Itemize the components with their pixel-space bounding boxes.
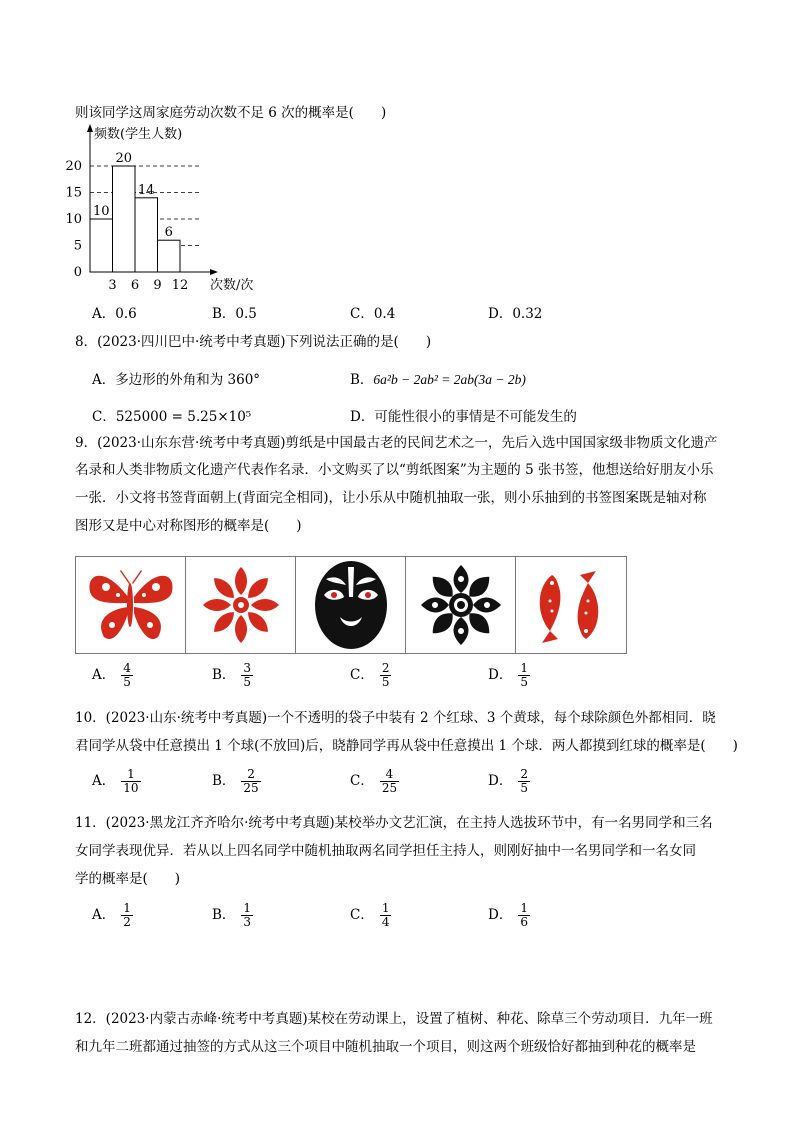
q10-line-2: 君同学从袋中任意摸出 1 个球(不放回)后，晓静同学再从袋中任意摸出 1 个球．两人都摸到红球的概率是( )	[75, 738, 738, 754]
x-tick-label: 6	[130, 278, 140, 293]
q10-option-d[interactable]: D． $\frac{2}{5}$	[488, 767, 528, 795]
histogram-bar	[158, 240, 181, 272]
q9-line-2: 名录和人类非物质文化遗产代表作名录．小文购买了以“剪纸图案”为主题的 5 张书签，他想送给好朋友小乐	[75, 462, 714, 478]
q9-option-d[interactable]: D． $\frac{1}{5}$	[488, 661, 528, 689]
opera-mask-papercut-image	[295, 556, 407, 654]
q9-option-b[interactable]: B． $\frac{3}{5}$	[212, 661, 252, 689]
q7-option-c[interactable]: C．0.4	[350, 306, 396, 322]
butterfly-papercut-image	[75, 556, 187, 654]
q11-line-1: 11．(2023·黑龙江齐齐哈尔·统考中考真题)某校举办文艺汇演，在主持人选拔环节中，有一名男同学和三名	[75, 815, 713, 831]
data-label: 20	[115, 151, 133, 166]
flower-papercut-image	[185, 556, 297, 654]
q7-option-d[interactable]: D．0.32	[488, 306, 543, 322]
q12-line-2: 和九年二班都通过抽签的方式从这三个项目中随机抽取一个项目，则这两个班级恰好都抽到种花的概率是	[75, 1039, 696, 1055]
y-tick-label: 5	[73, 238, 82, 254]
q11-option-b[interactable]: B． $\frac{1}{3}$	[212, 901, 252, 929]
q11-line-3: 学的概率是( )	[75, 871, 181, 887]
q10-option-c[interactable]: C． $\frac{4}{25}$	[350, 767, 398, 795]
q9-option-c[interactable]: C． $\frac{2}{5}$	[350, 661, 390, 689]
x-axis-label: 次数/次	[210, 278, 254, 293]
histogram-chart	[65, 122, 270, 294]
q7-stem: 则该同学这周家庭劳动次数不足 6 次的概率是( )	[75, 105, 387, 121]
histogram-bar	[113, 166, 136, 272]
q9-line-1: 9．(2023·山东东营·统考中考真题)剪纸是中国最古老的民间艺术之一，先后入选中国国家级非物质文化遗产	[75, 435, 718, 451]
fish-papercut-image	[515, 556, 627, 654]
y-tick-label: 15	[65, 185, 82, 201]
data-label: 10	[92, 204, 110, 219]
q9-line-3: 一张．小文将书签背面朝上(背面完全相同)，让小乐从中随机抽取一张，则小乐抽到的书签图案既是轴对称	[75, 490, 707, 506]
q11-option-a[interactable]: A． $\frac{1}{2}$	[92, 901, 131, 929]
q7-option-b[interactable]: B．0.5	[212, 306, 257, 322]
y-axis-arrow-icon	[87, 124, 93, 132]
origin-label: 0	[73, 265, 82, 280]
q8-option-c[interactable]: C．525000 = 5.25×10⁵	[92, 409, 252, 425]
data-label: 6	[164, 225, 173, 241]
y-axis-label: 频数(学生人数)	[94, 127, 183, 142]
x-tick-label: 3	[108, 278, 117, 293]
q11-line-2: 女同学表现优异．若从以上四名同学中随机抽取两名同学担任主持人，则刚好抽中一名男同学和一名女同	[75, 843, 696, 859]
x-tick-label: 9	[153, 278, 162, 293]
y-tick-label: 20	[65, 159, 82, 174]
histogram-bar	[90, 219, 113, 272]
q7-option-a[interactable]: A．0.6	[92, 306, 137, 322]
data-label: 14	[137, 182, 155, 198]
histogram-bar	[135, 198, 158, 272]
q9-line-4: 图形又是中心对称图形的概率是( )	[75, 518, 302, 534]
q8-option-d[interactable]: D．可能性很小的事情是不可能发生的	[350, 409, 577, 425]
q10-line-1: 10．(2023·山东·统考中考真题)一个不透明的袋子中装有 2 个红球、3 个黄球，每个球除颜色外都相同．晓	[75, 710, 716, 726]
x-axis-arrow-icon	[210, 269, 218, 275]
q10-option-b[interactable]: B． $\frac{2}{25}$	[212, 767, 259, 795]
q11-option-d[interactable]: D． $\frac{1}{6}$	[488, 901, 528, 929]
q8-option-b[interactable]: B．6a²b − 2ab² = 2ab(3a − 2b)	[350, 372, 526, 388]
q12-line-1: 12．(2023·内蒙古赤峰·统考中考真题)某校在劳动课上，设置了植树、种花、除草三个劳动项目．九年一班	[75, 1011, 713, 1027]
mandala-papercut-image	[405, 556, 517, 654]
q8-option-a[interactable]: A．多边形的外角和为 360°	[92, 372, 261, 388]
x-tick-label: 12	[171, 278, 189, 293]
y-tick-label: 10	[65, 212, 82, 227]
q8-stem: 8．(2023·四川巴中·统考中考真题)下列说法正确的是( )	[75, 334, 432, 350]
q9-option-a[interactable]: A． $\frac{4}{5}$	[92, 661, 131, 689]
q10-option-a[interactable]: A． $\frac{1}{10}$	[92, 767, 139, 795]
q11-option-c[interactable]: C． $\frac{1}{4}$	[350, 901, 390, 929]
